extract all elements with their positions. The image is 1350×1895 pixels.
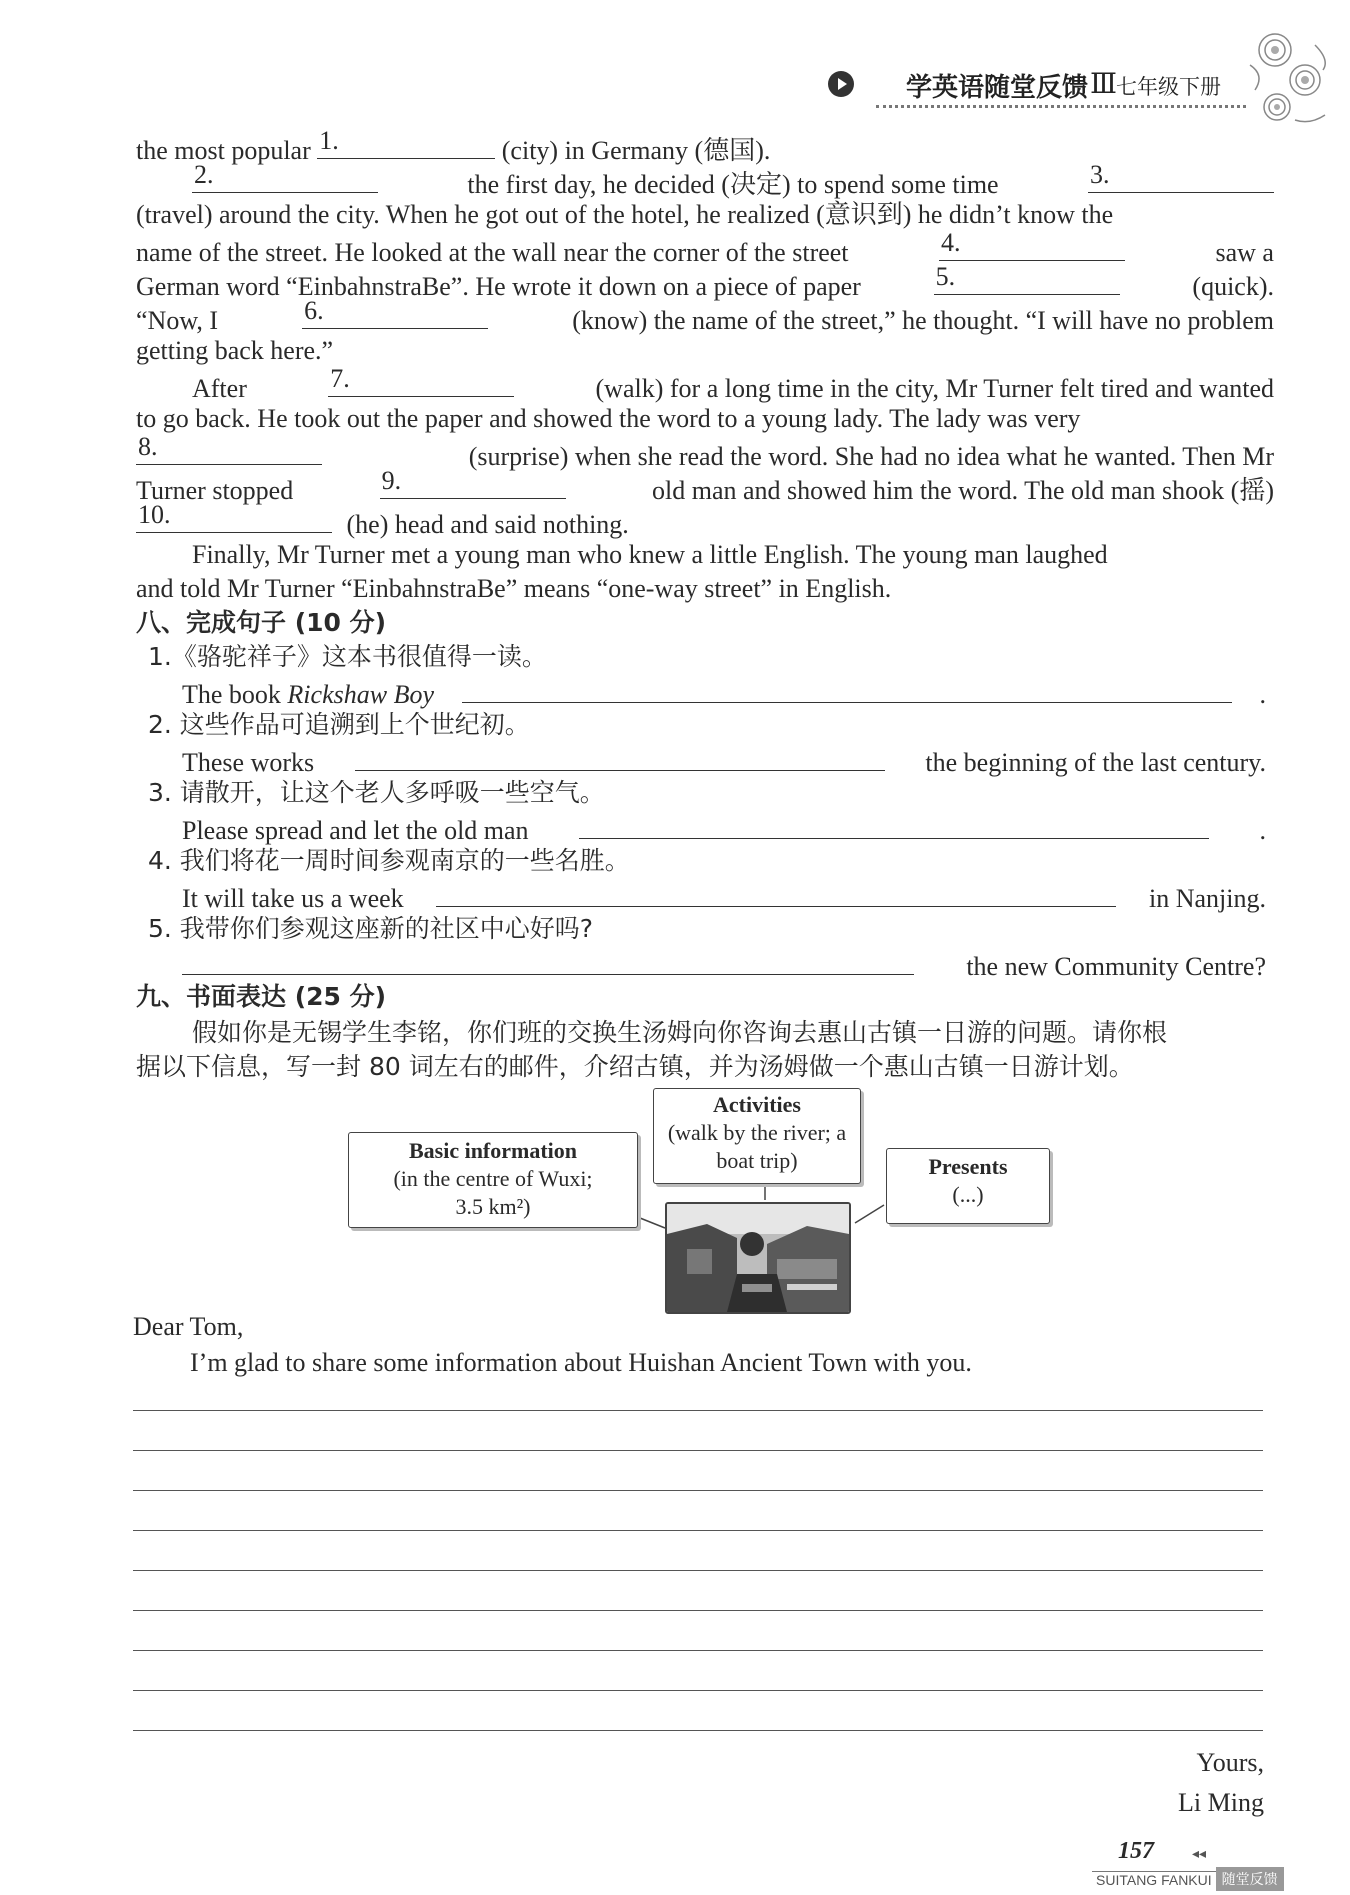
s8-item3-cn: 3. 请散开，让这个老人多呼吸一些空气。 [148,778,605,807]
blank-1[interactable]: 1. [317,130,495,159]
s8-item5-cn: 5. 我带你们参观这座新的社区中心好吗? [148,914,594,943]
writing-line[interactable] [133,1650,1263,1651]
arrow-left-icon: ◂◂ [1192,1847,1207,1862]
section9-prompt-line-1: 假如你是无锡学生李铭，你们班的交换生汤姆向你咨询去惠山古镇一日游的问题。请你根 [192,1018,1168,1047]
letter-opening: I’m glad to share some information about Huishan Ancient Town with you. [190,1348,972,1377]
writing-line[interactable] [133,1530,1263,1531]
footer-brand [1092,1868,1284,1890]
header-grade: 七年级下册 [1116,75,1221,99]
passage-line-3: (travel) around the city. When he got out of the hotel, he realized (意识到) he didn’t know the [136,200,1114,229]
section9-heading: 九、书面表达 (25 分) [136,982,387,1011]
blank-4[interactable]: 4. [939,232,1125,261]
page-number: 157 [1118,1838,1154,1864]
passage-line-4: name of the street. He looked at the wall near the corner of the street 4. saw a [136,228,1274,267]
blank-8[interactable]: 8. [136,436,322,465]
writing-line[interactable] [133,1730,1263,1731]
passage-line-7: getting back here.” [136,336,334,365]
s8-item3-en: Please spread and let the old man . [182,810,1266,848]
blank-5[interactable]: 5. [934,266,1120,295]
header-volume: Ⅲ [1090,69,1118,100]
blank-10[interactable]: 10. [136,504,332,533]
activities-detail-1: (walk by the river; a [667,1120,847,1145]
writing-line[interactable] [133,1490,1263,1491]
presents-detail: (...) [952,1182,984,1207]
presents-box [886,1148,1050,1224]
writing-line[interactable] [133,1690,1263,1691]
writing-line[interactable] [133,1570,1263,1571]
section9-prompt-line-2: 据以下信息，写一封 80 词左右的邮件，介绍古镇，并为汤姆做一个惠山古镇一日游计划。 [136,1052,1134,1081]
s8-item4-cn: 4. 我们将花一周时间参观南京的一些名胜。 [148,846,630,875]
s8-item4-en: It will take us a week in Nanjing. [182,878,1266,916]
section8-heading: 八、完成句子 (10 分) [136,608,387,637]
writing-line[interactable] [133,1450,1263,1451]
blank-7[interactable]: 7. [328,368,514,397]
letter-signature: Li Ming [1178,1788,1264,1817]
header-title: 学英语随堂反馈 [906,73,1089,103]
basic-information-detail-1: (in the centre of Wuxi; [393,1166,593,1191]
blank-6[interactable]: 6. [302,300,488,329]
passage-line-14: and told Mr Turner “EinbahnstraBe” means “one-way street” in English. [136,574,892,603]
writing-line[interactable] [133,1410,1263,1411]
basic-information-box [348,1132,638,1228]
s8-item2-cn: 2. 这些作品可追溯到上个世纪初。 [148,710,530,739]
basic-information-title: Basic information [408,1138,578,1163]
blank-3[interactable]: 3. [1088,164,1274,193]
activities-detail-2: boat trip) [716,1148,798,1173]
letter-closing: Yours, [1196,1748,1264,1777]
footer-brand-text: SUITANG FANKUI [1092,1871,1216,1888]
basic-information-detail-2: 3.5 km²) [455,1194,531,1219]
passage-line-1: the most popular 1. (city) in Germany (德国). [136,126,771,165]
passage-line-9: to go back. He took out the paper and showed the word to a young lady. The lady was very [136,404,1081,433]
activities-box [653,1088,861,1184]
passage-line-11: Turner stopped 9. old man and showed him the word. The old man shook (摇) [136,466,1274,505]
s8-item5-en: the new Community Centre? [182,946,1266,984]
passage-line-10: 8. (surprise) when she read the word. She had no idea what he wanted. Then Mr [138,432,1274,471]
passage-line-2: 2. the first day, he decided (决定) to spend some time 3. [136,164,1274,202]
passage-line-12: 10. (he) head and said nothing. [138,500,629,539]
s8-item1-en: The book Rickshaw Boy . [182,674,1266,712]
passage-line-8: After 7. (walk) for a long time in the city, Mr Turner felt tired and wanted [192,364,1274,403]
passage-line-5: German word “EinbahnstraBe”. He wrote it down on a piece of paper 5. (quick). [136,262,1274,301]
footer-brand-cn: 随堂反馈 [1216,1867,1284,1891]
writing-line[interactable] [133,1610,1263,1611]
activities-title: Activities [713,1092,801,1117]
blank-2[interactable]: 2. [192,164,378,193]
s8-item2-en: These works the beginning of the last century. [182,742,1266,780]
blank-9[interactable]: 9. [380,470,566,499]
passage-line-13: Finally, Mr Turner met a young man who knew a little English. The young man laughed [192,540,1108,569]
letter-salutation: Dear Tom, [133,1312,244,1341]
passage-line-6: “Now, I 6. (know) the name of the street,” he thought. “I will have no problem [136,296,1274,335]
s8-item1-cn: 1.《骆驼祥子》这本书很值得一读。 [148,642,547,671]
ancient-town-photo [665,1202,851,1314]
presents-title: Presents [928,1154,1008,1179]
